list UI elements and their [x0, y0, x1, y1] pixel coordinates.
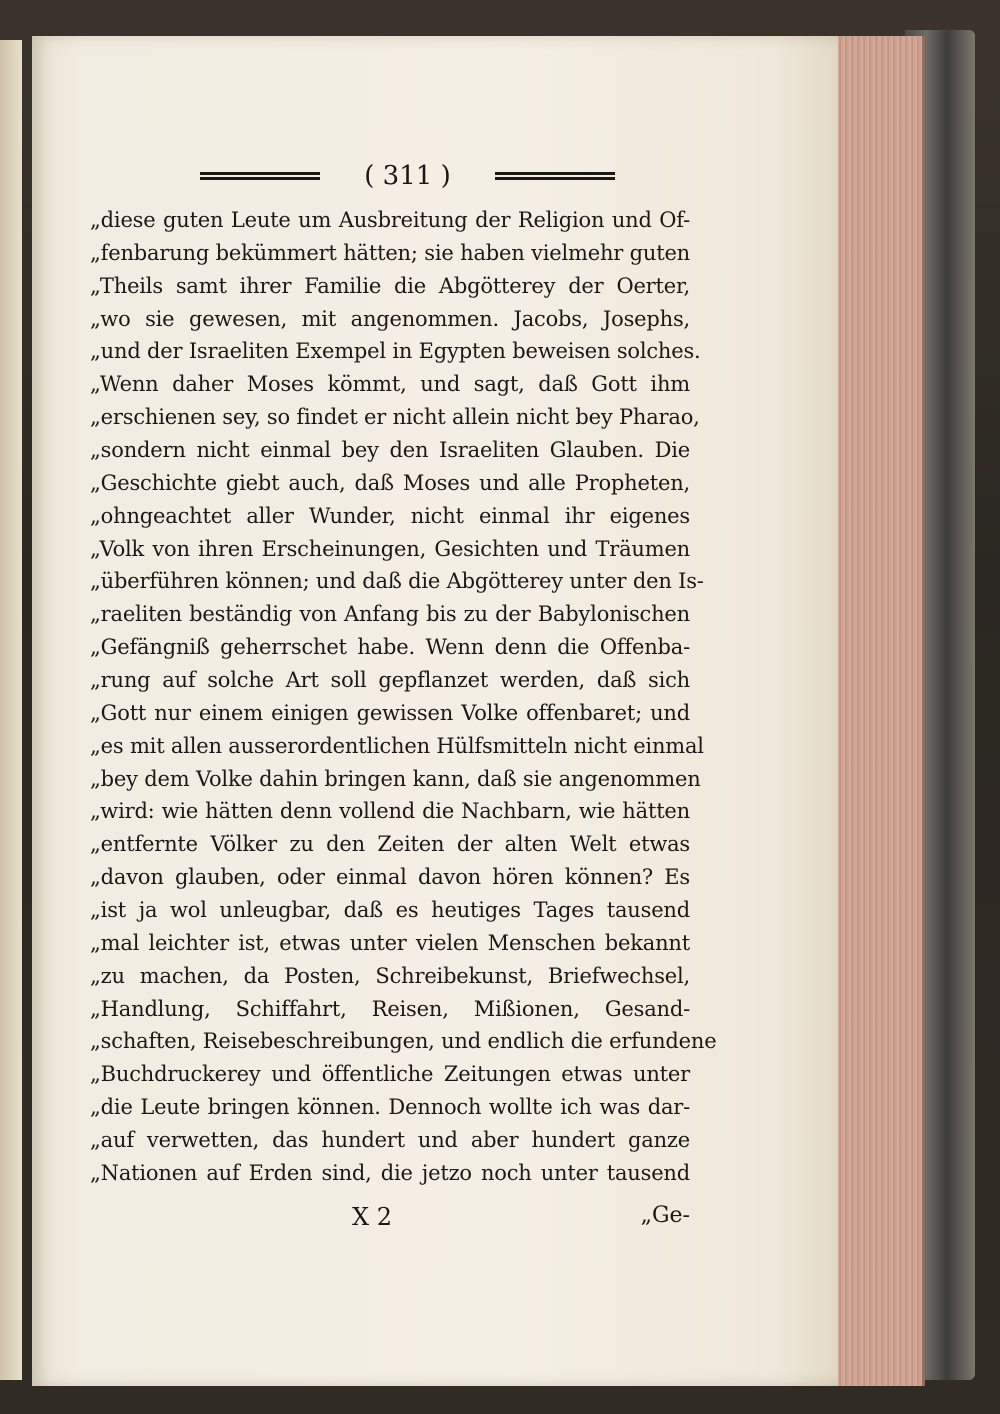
text-line: „Volk von ihren Erscheinungen, Gesichten und Träumen: [90, 536, 690, 561]
text-line: „Geschichte giebt auch, daß Moses und alle Propheten,: [90, 470, 690, 495]
header-rule-left: [200, 172, 320, 180]
text-line: „überführen können; und daß die Abgötterey unter den Is-: [90, 569, 704, 594]
catchword: „Ge-: [640, 1203, 690, 1228]
text-line: „rung auf solche Art soll gepflanzet werden, daß sich: [90, 668, 690, 693]
text-line: „zu machen, da Posten, Schreibekunst, Briefwechsel,: [90, 963, 690, 988]
text-line: „Handlung, Schiffahrt, Reisen, Mißionen, Gesand-: [90, 996, 690, 1021]
text-line: „ohngeachtet aller Wunder, nicht einmal ihr eigenes: [90, 503, 690, 528]
text-line: „sondern nicht einmal bey den Israeliten Glauben. Die: [90, 438, 690, 463]
body-text: [90, 204, 717, 1190]
text-line: „raeliten beständig von Anfang bis zu der Babylonischen: [90, 602, 690, 627]
text-line: „Nationen auf Erden sind, die jetzo noch unter tausend: [90, 1160, 690, 1185]
text-line: „diese guten Leute um Ausbreitung der Religion und Of-: [90, 208, 690, 232]
text-line: „entfernte Völker zu den Zeiten der alten Welt etwas: [90, 832, 690, 857]
text-line: „wird: wie hätten denn vollend die Nachbarn, wie hätten: [90, 799, 690, 824]
text-line: „Theils samt ihrer Familie die Abgötterey der Oerter,: [90, 273, 690, 298]
text-line: „mal leichter ist, etwas unter vielen Menschen bekannt: [90, 930, 690, 955]
text-line: „bey dem Volke dahin bringen kann, daß sie angenommen: [90, 766, 701, 791]
facing-page-edge: [0, 40, 22, 1380]
text-line: „und der Israeliten Exempel in Egypten beweisen solches.: [90, 339, 701, 364]
text-line: „fenbarung bekümmert hätten; sie haben vielmehr guten: [90, 240, 690, 265]
text-line: „schaften, Reisebeschreibungen, und endlich die erfundene: [90, 1029, 717, 1054]
text-line: „auf verwetten, das hundert und aber hundert ganze: [90, 1128, 690, 1153]
page-number: ( 311 ): [364, 161, 451, 191]
text-line: „Buchdruckerey und öffentliche Zeitungen etwas unter: [90, 1062, 690, 1087]
text-line: „die Leute bringen können. Dennoch wollte ich was dar-: [90, 1095, 690, 1120]
page-header: [200, 160, 615, 192]
page-block-edges: [830, 36, 925, 1386]
text-line: „Gefängniß geherrschet habe. Wenn denn die Offenba-: [90, 635, 690, 660]
text-line: „es mit allen ausserordentlichen Hülfsmitteln nicht einmal: [90, 733, 704, 758]
header-rule-right: [495, 172, 615, 180]
signature-mark: X 2: [352, 1203, 392, 1231]
text-line: „erschienen sey, so findet er nicht allein nicht bey Pharao,: [90, 405, 700, 430]
text-line: „ist ja wol unleugbar, daß es heutiges Tages tausend: [90, 898, 690, 923]
text-line: „davon glauben, oder einmal davon hören können? Es: [90, 865, 690, 890]
text-line: „Wenn daher Moses kömmt, und sagt, daß Gott ihm: [90, 372, 690, 397]
text-line: „wo sie gewesen, mit angenommen. Jacobs, Josephs,: [90, 306, 690, 331]
page-footer: [90, 1203, 690, 1239]
text-line: „Gott nur einem einigen gewissen Volke offenbaret; und: [90, 700, 690, 725]
